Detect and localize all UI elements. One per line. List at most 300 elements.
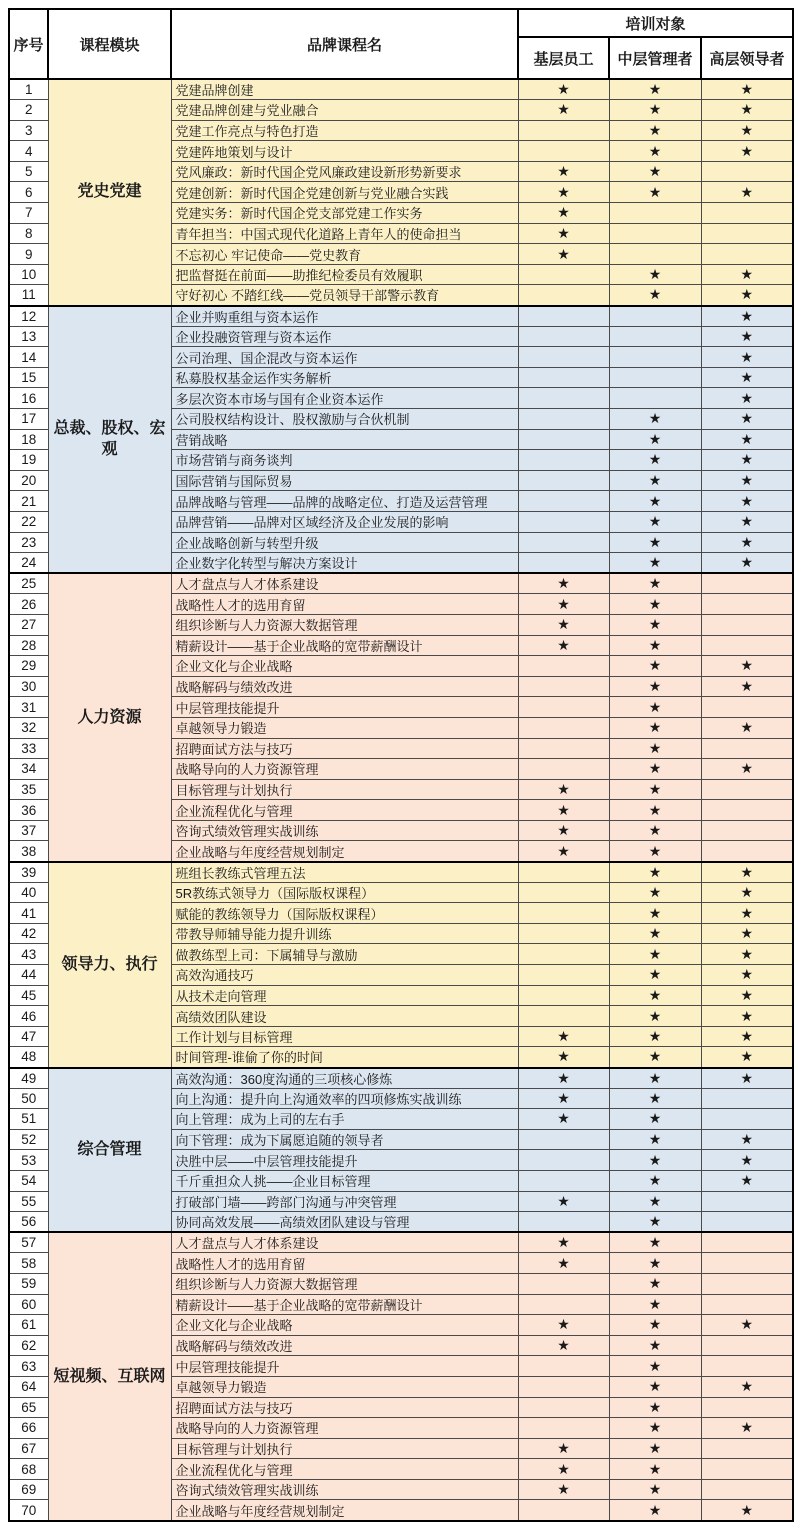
row-number: 32 [9, 717, 48, 738]
row-number: 40 [9, 882, 48, 903]
star-middle-managers: ★ [609, 656, 701, 677]
star-senior-leaders [701, 779, 793, 800]
star-basic-staff: ★ [518, 223, 609, 244]
star-basic-staff: ★ [518, 1335, 609, 1356]
header-col-course: 品牌课程名 [171, 9, 518, 79]
star-basic-staff [518, 429, 609, 450]
star-senior-leaders: ★ [701, 141, 793, 162]
course-name-cell: 精薪设计——基于企业战略的宽带薪酬设计 [171, 635, 518, 656]
star-middle-managers: ★ [609, 965, 701, 986]
star-middle-managers: ★ [609, 141, 701, 162]
star-senior-leaders: ★ [701, 1500, 793, 1521]
star-basic-staff [518, 409, 609, 430]
star-middle-managers [609, 326, 701, 347]
course-name-cell: 做教练型上司：下属辅导与激励 [171, 944, 518, 965]
row-number: 8 [9, 223, 48, 244]
row-number: 39 [9, 862, 48, 883]
row-number: 55 [9, 1191, 48, 1212]
header-col-number: 序号 [9, 9, 48, 79]
star-senior-leaders: ★ [701, 862, 793, 883]
star-basic-staff [518, 1170, 609, 1191]
star-middle-managers: ★ [609, 1191, 701, 1212]
row-number: 37 [9, 820, 48, 841]
star-middle-managers: ★ [609, 1212, 701, 1233]
course-name-cell: 人才盘点与人才体系建设 [171, 1232, 518, 1253]
star-middle-managers: ★ [609, 100, 701, 121]
star-senior-leaders: ★ [701, 1315, 793, 1336]
star-basic-staff [518, 738, 609, 759]
star-middle-managers: ★ [609, 985, 701, 1006]
star-senior-leaders [701, 1273, 793, 1294]
row-number: 31 [9, 697, 48, 718]
course-name-cell: 千斤重担众人挑——企业目标管理 [171, 1170, 518, 1191]
course-name-cell: 战略解码与绩效改进 [171, 676, 518, 697]
row-number: 54 [9, 1170, 48, 1191]
star-basic-staff: ★ [518, 1315, 609, 1336]
row-number: 7 [9, 203, 48, 224]
course-name-cell: 组织诊断与人力资源大数据管理 [171, 1273, 518, 1294]
row-number: 38 [9, 841, 48, 862]
star-middle-managers: ★ [609, 285, 701, 306]
star-basic-staff [518, 697, 609, 718]
course-name-cell: 战略导向的人力资源管理 [171, 759, 518, 780]
course-catalog-table [8, 8, 792, 1521]
row-number: 5 [9, 161, 48, 182]
course-name-cell: 从技术走向管理 [171, 985, 518, 1006]
star-middle-managers: ★ [609, 1129, 701, 1150]
row-number: 14 [9, 347, 48, 368]
star-senior-leaders: ★ [701, 1376, 793, 1397]
course-name-cell: 不忘初心 牢记使命——党史教育 [171, 244, 518, 265]
star-middle-managers: ★ [609, 573, 701, 594]
course-name-cell: 私募股权基金运作实务解析 [171, 367, 518, 388]
course-name-cell: 咨询式绩效管理实战训练 [171, 1479, 518, 1500]
star-basic-staff: ★ [518, 1479, 609, 1500]
star-middle-managers: ★ [609, 1006, 701, 1027]
star-senior-leaders: ★ [701, 491, 793, 512]
star-senior-leaders [701, 800, 793, 821]
course-name-cell: 向上沟通：提升向上沟通效率的四项修炼实战训练 [171, 1088, 518, 1109]
star-senior-leaders [701, 1109, 793, 1130]
row-number: 63 [9, 1356, 48, 1377]
star-senior-leaders: ★ [701, 923, 793, 944]
row-number: 29 [9, 656, 48, 677]
course-name-cell: 企业战略创新与转型升级 [171, 532, 518, 553]
star-middle-managers: ★ [609, 161, 701, 182]
row-number: 57 [9, 1232, 48, 1253]
star-basic-staff: ★ [518, 1191, 609, 1212]
course-name-cell: 决胜中层——中层管理技能提升 [171, 1150, 518, 1171]
star-basic-staff [518, 1356, 609, 1377]
star-senior-leaders: ★ [701, 306, 793, 327]
course-name-cell: 企业文化与企业战略 [171, 656, 518, 677]
star-senior-leaders: ★ [701, 367, 793, 388]
star-middle-managers: ★ [609, 614, 701, 635]
star-senior-leaders [701, 841, 793, 862]
course-name-cell: 招聘面试方法与技巧 [171, 1397, 518, 1418]
star-middle-managers: ★ [609, 450, 701, 471]
course-name-cell: 企业并购重组与资本运作 [171, 306, 518, 327]
row-number: 59 [9, 1273, 48, 1294]
star-middle-managers: ★ [609, 429, 701, 450]
star-middle-managers: ★ [609, 1253, 701, 1274]
star-basic-staff [518, 285, 609, 306]
star-senior-leaders: ★ [701, 264, 793, 285]
star-basic-staff [518, 759, 609, 780]
course-name-cell: 企业战略与年度经营规划制定 [171, 1500, 518, 1521]
star-middle-managers: ★ [609, 676, 701, 697]
course-name-cell: 党建品牌创建 [171, 79, 518, 100]
star-senior-leaders [701, 223, 793, 244]
row-number: 47 [9, 1026, 48, 1047]
course-name-cell: 向下管理：成为下属愿追随的领导者 [171, 1129, 518, 1150]
star-middle-managers: ★ [609, 635, 701, 656]
table-row [9, 79, 793, 100]
star-senior-leaders: ★ [701, 1129, 793, 1150]
star-basic-staff: ★ [518, 594, 609, 615]
star-basic-staff [518, 882, 609, 903]
star-senior-leaders [701, 1335, 793, 1356]
star-basic-staff: ★ [518, 79, 609, 100]
star-middle-managers: ★ [609, 841, 701, 862]
star-senior-leaders [701, 1212, 793, 1233]
star-basic-staff: ★ [518, 1109, 609, 1130]
star-senior-leaders [701, 594, 793, 615]
course-name-cell: 带教导师辅导能力提升训练 [171, 923, 518, 944]
star-basic-staff: ★ [518, 1068, 609, 1089]
star-middle-managers: ★ [609, 532, 701, 553]
row-number: 16 [9, 388, 48, 409]
course-name-cell: 中层管理技能提升 [171, 1356, 518, 1377]
table-row [9, 306, 793, 327]
star-middle-managers: ★ [609, 1068, 701, 1089]
course-name-cell: 企业文化与企业战略 [171, 1315, 518, 1336]
star-middle-managers: ★ [609, 1459, 701, 1480]
star-senior-leaders: ★ [701, 326, 793, 347]
star-senior-leaders [701, 1088, 793, 1109]
star-senior-leaders [701, 1253, 793, 1274]
course-name-cell: 赋能的教练领导力（国际版权课程） [171, 903, 518, 924]
header-subcol-basic-staff: 基层员工 [518, 37, 609, 79]
header-col-target-group: 培训对象 [518, 9, 793, 37]
star-senior-leaders: ★ [701, 1150, 793, 1171]
star-senior-leaders: ★ [701, 120, 793, 141]
course-name-cell: 青年担当：中国式现代化道路上青年人的使命担当 [171, 223, 518, 244]
row-number: 68 [9, 1459, 48, 1480]
star-middle-managers: ★ [609, 862, 701, 883]
star-middle-managers: ★ [609, 1397, 701, 1418]
course-name-cell: 企业数字化转型与解决方案设计 [171, 553, 518, 574]
row-number: 66 [9, 1418, 48, 1439]
course-name-cell: 目标管理与计划执行 [171, 1438, 518, 1459]
course-name-cell: 目标管理与计划执行 [171, 779, 518, 800]
star-senior-leaders: ★ [701, 944, 793, 965]
star-middle-managers: ★ [609, 1047, 701, 1068]
star-senior-leaders [701, 820, 793, 841]
star-basic-staff [518, 985, 609, 1006]
row-number: 61 [9, 1315, 48, 1336]
star-senior-leaders: ★ [701, 1068, 793, 1089]
star-basic-staff [518, 388, 609, 409]
row-number: 33 [9, 738, 48, 759]
star-basic-staff [518, 326, 609, 347]
star-senior-leaders: ★ [701, 429, 793, 450]
row-number: 19 [9, 450, 48, 471]
star-middle-managers: ★ [609, 470, 701, 491]
table-row [9, 1068, 793, 1089]
row-number: 52 [9, 1129, 48, 1150]
star-senior-leaders: ★ [701, 1026, 793, 1047]
star-basic-staff [518, 1376, 609, 1397]
row-number: 53 [9, 1150, 48, 1171]
star-basic-staff [518, 470, 609, 491]
row-number: 56 [9, 1212, 48, 1233]
star-basic-staff: ★ [518, 1047, 609, 1068]
star-basic-staff [518, 944, 609, 965]
star-middle-managers: ★ [609, 1232, 701, 1253]
star-senior-leaders [701, 161, 793, 182]
star-basic-staff: ★ [518, 203, 609, 224]
star-basic-staff [518, 1129, 609, 1150]
course-name-cell: 战略解码与绩效改进 [171, 1335, 518, 1356]
row-number: 36 [9, 800, 48, 821]
star-middle-managers: ★ [609, 944, 701, 965]
star-basic-staff [518, 491, 609, 512]
star-basic-staff [518, 1273, 609, 1294]
row-number: 1 [9, 79, 48, 100]
star-middle-managers [609, 367, 701, 388]
course-name-cell: 高绩效团队建设 [171, 1006, 518, 1027]
star-middle-managers: ★ [609, 511, 701, 532]
star-senior-leaders [701, 1459, 793, 1480]
row-number: 51 [9, 1109, 48, 1130]
star-senior-leaders: ★ [701, 759, 793, 780]
star-senior-leaders: ★ [701, 882, 793, 903]
star-middle-managers: ★ [609, 820, 701, 841]
star-senior-leaders: ★ [701, 100, 793, 121]
star-senior-leaders [701, 614, 793, 635]
star-basic-staff: ★ [518, 820, 609, 841]
course-name-cell: 打破部门墙——跨部门沟通与冲突管理 [171, 1191, 518, 1212]
row-number: 25 [9, 573, 48, 594]
star-basic-staff: ★ [518, 1253, 609, 1274]
star-senior-leaders [701, 1294, 793, 1315]
star-middle-managers: ★ [609, 1294, 701, 1315]
row-number: 45 [9, 985, 48, 1006]
row-number: 28 [9, 635, 48, 656]
module-name-cell: 党史党建 [48, 79, 171, 306]
module-name-cell: 总裁、股权、宏观 [48, 306, 171, 574]
course-name-cell: 向上管理：成为上司的左右手 [171, 1109, 518, 1130]
row-number: 10 [9, 264, 48, 285]
row-number: 23 [9, 532, 48, 553]
table-row [9, 1232, 793, 1253]
star-basic-staff: ★ [518, 1088, 609, 1109]
star-senior-leaders [701, 697, 793, 718]
star-middle-managers: ★ [609, 491, 701, 512]
row-number: 65 [9, 1397, 48, 1418]
row-number: 50 [9, 1088, 48, 1109]
course-name-cell: 工作计划与目标管理 [171, 1026, 518, 1047]
course-name-cell: 5R教练式领导力（国际版权课程） [171, 882, 518, 903]
row-number: 2 [9, 100, 48, 121]
star-basic-staff: ★ [518, 841, 609, 862]
course-name-cell: 营销战略 [171, 429, 518, 450]
star-senior-leaders: ★ [701, 1006, 793, 1027]
star-senior-leaders [701, 1356, 793, 1377]
star-basic-staff: ★ [518, 779, 609, 800]
row-number: 70 [9, 1500, 48, 1521]
star-middle-managers: ★ [609, 1315, 701, 1336]
star-middle-managers: ★ [609, 1479, 701, 1500]
star-basic-staff: ★ [518, 800, 609, 821]
star-basic-staff [518, 511, 609, 532]
star-middle-managers: ★ [609, 553, 701, 574]
course-name-cell: 国际营销与国际贸易 [171, 470, 518, 491]
course-name-cell: 公司股权结构设计、股权激励与合伙机制 [171, 409, 518, 430]
star-middle-managers: ★ [609, 759, 701, 780]
star-basic-staff: ★ [518, 614, 609, 635]
row-number: 42 [9, 923, 48, 944]
star-senior-leaders: ★ [701, 965, 793, 986]
training-course-table [8, 8, 794, 1522]
row-number: 60 [9, 1294, 48, 1315]
row-number: 46 [9, 1006, 48, 1027]
row-number: 24 [9, 553, 48, 574]
star-senior-leaders: ★ [701, 450, 793, 471]
star-basic-staff [518, 367, 609, 388]
star-middle-managers: ★ [609, 1170, 701, 1191]
star-basic-staff [518, 862, 609, 883]
row-number: 26 [9, 594, 48, 615]
star-senior-leaders: ★ [701, 388, 793, 409]
star-senior-leaders: ★ [701, 470, 793, 491]
star-middle-managers [609, 244, 701, 265]
star-senior-leaders [701, 738, 793, 759]
star-senior-leaders: ★ [701, 79, 793, 100]
course-name-cell: 组织诊断与人力资源大数据管理 [171, 614, 518, 635]
star-middle-managers: ★ [609, 79, 701, 100]
star-middle-managers: ★ [609, 1088, 701, 1109]
course-name-cell: 招聘面试方法与技巧 [171, 738, 518, 759]
row-number: 48 [9, 1047, 48, 1068]
star-senior-leaders: ★ [701, 903, 793, 924]
star-senior-leaders: ★ [701, 656, 793, 677]
row-number: 6 [9, 182, 48, 203]
star-middle-managers: ★ [609, 1273, 701, 1294]
row-number: 27 [9, 614, 48, 635]
course-name-cell: 咨询式绩效管理实战训练 [171, 820, 518, 841]
course-name-cell: 精薪设计——基于企业战略的宽带薪酬设计 [171, 1294, 518, 1315]
star-senior-leaders: ★ [701, 285, 793, 306]
star-middle-managers [609, 223, 701, 244]
star-basic-staff [518, 450, 609, 471]
star-basic-staff [518, 553, 609, 574]
star-middle-managers: ★ [609, 1376, 701, 1397]
star-middle-managers: ★ [609, 120, 701, 141]
star-middle-managers [609, 203, 701, 224]
star-basic-staff [518, 1150, 609, 1171]
course-name-cell: 品牌营销——品牌对区域经济及企业发展的影响 [171, 511, 518, 532]
header-subcol-middle-managers: 中层管理者 [609, 37, 701, 79]
table-header [9, 9, 793, 79]
course-table-body [9, 79, 793, 1521]
star-basic-staff [518, 1418, 609, 1439]
star-senior-leaders: ★ [701, 511, 793, 532]
row-number: 9 [9, 244, 48, 265]
star-basic-staff [518, 676, 609, 697]
row-number: 30 [9, 676, 48, 697]
star-senior-leaders: ★ [701, 553, 793, 574]
star-middle-managers: ★ [609, 409, 701, 430]
course-name-cell: 党建工作亮点与特色打造 [171, 120, 518, 141]
star-senior-leaders: ★ [701, 1418, 793, 1439]
course-name-cell: 企业战略与年度经营规划制定 [171, 841, 518, 862]
course-name-cell: 战略性人才的选用育留 [171, 1253, 518, 1274]
row-number: 64 [9, 1376, 48, 1397]
star-basic-staff [518, 306, 609, 327]
row-number: 58 [9, 1253, 48, 1274]
row-number: 35 [9, 779, 48, 800]
star-senior-leaders [701, 1191, 793, 1212]
row-number: 49 [9, 1068, 48, 1089]
star-basic-staff [518, 1212, 609, 1233]
course-name-cell: 党建阵地策划与设计 [171, 141, 518, 162]
row-number: 21 [9, 491, 48, 512]
row-number: 17 [9, 409, 48, 430]
course-name-cell: 班组长教练式管理五法 [171, 862, 518, 883]
star-basic-staff: ★ [518, 635, 609, 656]
star-middle-managers [609, 388, 701, 409]
row-number: 41 [9, 903, 48, 924]
star-senior-leaders: ★ [701, 985, 793, 1006]
star-senior-leaders [701, 573, 793, 594]
course-name-cell: 战略性人才的选用育留 [171, 594, 518, 615]
star-basic-staff [518, 1294, 609, 1315]
star-senior-leaders: ★ [701, 182, 793, 203]
star-basic-staff: ★ [518, 182, 609, 203]
course-name-cell: 党风廉政：新时代国企党风廉政建设新形势新要求 [171, 161, 518, 182]
star-basic-staff: ★ [518, 573, 609, 594]
star-middle-managers: ★ [609, 882, 701, 903]
star-middle-managers: ★ [609, 1150, 701, 1171]
star-middle-managers: ★ [609, 594, 701, 615]
table-row [9, 862, 793, 883]
course-name-cell: 守好初心 不踏红线——党员领导干部警示教育 [171, 285, 518, 306]
course-name-cell: 公司治理、国企混改与资本运作 [171, 347, 518, 368]
star-senior-leaders [701, 1397, 793, 1418]
star-basic-staff: ★ [518, 100, 609, 121]
star-basic-staff: ★ [518, 1232, 609, 1253]
star-middle-managers: ★ [609, 1438, 701, 1459]
course-name-cell: 高效沟通：360度沟通的三项核心修炼 [171, 1068, 518, 1089]
star-basic-staff [518, 903, 609, 924]
row-number: 4 [9, 141, 48, 162]
course-name-cell: 时间管理-谁偷了你的时间 [171, 1047, 518, 1068]
row-number: 67 [9, 1438, 48, 1459]
star-senior-leaders: ★ [701, 1170, 793, 1191]
course-name-cell: 多层次资本市场与国有企业资本运作 [171, 388, 518, 409]
row-number: 18 [9, 429, 48, 450]
star-basic-staff: ★ [518, 161, 609, 182]
module-name-cell: 领导力、执行 [48, 862, 171, 1068]
star-middle-managers: ★ [609, 800, 701, 821]
star-basic-staff [518, 923, 609, 944]
row-number: 20 [9, 470, 48, 491]
star-senior-leaders: ★ [701, 409, 793, 430]
star-middle-managers: ★ [609, 264, 701, 285]
header-col-module: 课程模块 [48, 9, 171, 79]
